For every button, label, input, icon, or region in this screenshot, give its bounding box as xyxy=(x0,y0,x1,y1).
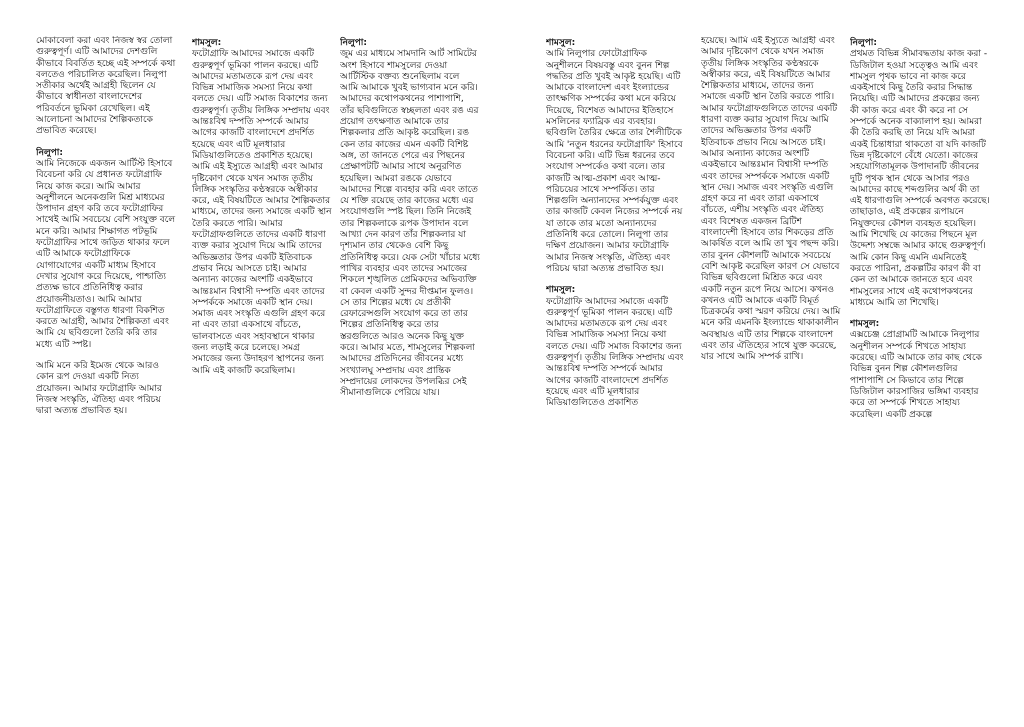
text-column-1 xyxy=(36,36,176,704)
paragraph: হয়েছে। আমি এই ইস্যুতে আগ্রহী এবং আমার দৃষ্টিকোণ থেকে যখন সমাজ তৃতীয় লিঙ্গিক সংস্কৃতির কণ্ঠস্বরকে অস্বীকার করে, এই বিষয়টিতে আমার শৈল্পিকতার মাধ্যমে, তাদের জন্য সমাজে একটি স্থান তৈরি করতে পারি। আমার ফটোগ্রাফগুলিতে তাদের একটি ধারণা ব্যক্ত করার সুযোগ দিয়ে আমি তাদের অভিজ্ঞতার উপর একটি ইতিবাচক প্রভাব নিয়ে আসতে চাই। আমার অন্যান্য কাজের অংশটি একইভাবে আন্তঃমান বিশ্বাসী দম্পতি এবং তাদের সম্পর্ককে সমাজে একটি স্থান দেয়। সমাজ এবং সংস্কৃতি এগুলি গ্রহণ করে না এবং তারা একসাথে বাঁচতে, এশীয় সংস্কৃতি এবং ঐতিহ্য এবং বিশেষত একজন ব্রিটিশ বাংলাদেশী হিসাবে তার শিকড়ের প্রতি আকর্ষিত বলে আমি তা খুব পছন্দ করি। তার বুনন কৌশলটি আমাকে সবচেয়ে বেশি আকৃষ্ট করেছিল কারণ সে যেভাবে বিভিন্ন ছবিগুলো মিশ্রিত করে এবং একটি নতুন রূপে নিয়ে আসে। কখনও কখনও এটি আমাকে একটি বিমূর্ত চিত্রকর্মের কথা স্মরণ করিয়ে দেয়। আমি মনে করি এমনকি ইংল্যান্ডে থাকাকালীন অবস্থায়ও এটি তার শিল্পকে বাংলাদেশ এবং তার ঐতিহ্যের সাথে যুক্ত করেছে, যার সাথে আমি সম্পর্ক রাখি। xyxy=(701,36,841,363)
speaker-label: নিলুপা: xyxy=(36,147,63,158)
text-column-2 xyxy=(192,36,332,704)
speaker-label: শামসুল: xyxy=(546,38,576,48)
text-column-4 xyxy=(546,36,686,704)
paragraph: আমি মনে করি ইমেজ থেকে আরও কোন রূপ দেওয়া একটি নিত্য প্রয়োজন। আমার ফটোগ্রাফি আমার নিজস্ব সংস্কৃতি, ঐতিহ্য এবং পরিচয় দ্বারা অত্যন্ত প্রভাবিত হয়। xyxy=(36,361,162,417)
paragraph: মোকাবেলা করা এবং নিজস্ব স্বর তোলা গুরুত্বপূর্ণ। এটি আমাদের দেশগুলি কীভাবে বিবর্তিত হচ্ছে এই সম্পর্কে কথা বলতেও পরিচালিত করেছিল। নিলুপা সতীকার অর্থেই আগ্রহী ছিলেন যে কীভাবে স্বাধীনতা বাংলাদেশের পরিবর্তনে ভূমিকা রেখেছিল। এই আলোচনা আমাদের শৈল্পিকতাকে প্রভাবিত করেছে। xyxy=(36,36,176,137)
speaker-label: শামসুল: xyxy=(850,319,880,330)
paragraph: ফটোগ্রাফি আমাদের সমাজে একটি গুরুত্বপূর্ণ ভূমিকা পালন করছে। এটি আমাদের মতামতকে রূপ দেয় এবং বিভিন্ন সামাজিক সমস্যা নিয়ে কথা বলতে দেয়। এটি সমাজ বিকাশের জন্য গুরুত্বপূর্ণ। তৃতীয় লিঙ্গিক সম্প্রদায় এবং আন্তঃবিশ্ব দম্পতি সম্পর্কে আমার আগের কাজটি বাংলাদেশে প্রদর্শিত হয়েছে এবং এটি মূলধারার মিডিয়াগুলিতেও প্রকাশিত xyxy=(546,296,684,409)
paragraph: আমি নিজেকে একজন আর্টিস্ট হিসাবে বিবেচনা করি যে প্রধানত ফটোগ্রাফি নিয়ে কাজ করে। আমি আমার অনুশীলনে অনেকগুলি মিশ্র মাধ্যমের উপাদান গ্রহণ করি তবে ফটোগ্রাফির সাথেই আমি সবচেয়ে বেশি সংযুক্ত বলে মনে করি। আমার শিক্ষাগত পটভূমি ফটোগ্রাফির সাথে জড়িত থাকার ফলে এটি আমাকে ফটোগ্রাফিকে যোগাযোগের একটি মাধ্যম হিসাবে দেখার সুযোগ করে দিয়েছে, পাশ্চাত্যি প্রত্যক্ষ ভাবে প্রতিনিধিত্ব করার প্রয়োজনীয়তাও। আমি আমার ফটোগ্রাফিতে বস্তুগত ধারণা বিকশিত করতে আগ্রহী, আমার শৈল্পিকতা এবং আমি যে ছবিগুলো তৈরি করি তার মধ্যে এটি স্পষ্ট। xyxy=(36,158,176,350)
speaker-label: শামসুল: xyxy=(546,285,576,296)
paragraph: জুম এর মাধ্যমে সামদানি আর্ট সামিটের অংশ হিসাবে শামসুলের দেওয়া আর্টিস্টিক বক্তব্য শুনেছিলাম বলে আমি আমাকে খুবই ভাগ্যবান মনে করি। আমাদের কথোপকথনের পাশাপাশি, তাঁর ছবিগুলিতে স্বচ্ছলতা এবং রঙ এর প্রয়োগ তৎক্ষণাত আমাকে তার শিল্পকলার প্রতি আকৃষ্ট করেছিল। রঙ কেন তার কাজের এমন একটি বিশিষ্ট অঙ্গ, তা জানতে পেরে এর পিছনের প্রেক্ষাপটটি আমার সাথে অনুরণিত হয়েছিল। আমরা রঙকে যেভাবে আমাদের শিল্পে ব্যবহার করি এবং তাতে যে শক্তি রয়েছে তার কাজের মধ্যে এর সংযোগগুলি স্পষ্ট ছিল। তিনি নিজেই তার শিল্পকলাকে রূপক উপাদান বলে আখ্যা দেন কারণ তাঁর শিল্পকলার যা দৃশ্যমান তার থেকেও বেশি কিছু প্রতিনিধিত্ব করে। যেক সেটা খাঁচার মধ্যে পাখির ব্যবহার এবং তাদের সমাজের শিকলে শৃঙ্খলিত প্রেমিকদের অভিব্যক্তি বা কেবল একটি সুন্দর দীপ্তমান ফুলও। সে তার শিল্পের মধ্যে যে প্রতীকী রেফারেন্সগুলি সংযোগ করে তা তার শিল্পের প্রতিনিধিত্ব করে তার স্তরগুলিতে আরও অনেক কিছু যুক্ত করে। আমার মতে, শামসুলের শিল্পকলা আমাদের প্রতিদিনের জীবনের মধ্যে সংখ্যালঘু সম্প্রদায় এবং প্রান্তিক সম্প্রদায়ের লোকদের উপলব্ধির সেই সীমানাগুলিকে পেরিয়ে যায়। xyxy=(340,49,480,399)
text-column-6 xyxy=(850,36,990,704)
speaker-label: শামসুল: xyxy=(192,38,222,48)
speaker-label: নিলুপা: xyxy=(850,38,877,48)
paragraph: ফটোগ্রাফি আমাদের সমাজে একটি গুরুত্বপূর্ণ ভূমিকা পালন করছে। এটি আমাদের মতামতকে রূপ দেয় এবং বিভিন্ন সামাজিক সমস্যা নিয়ে কথা বলতে দেয়। এটি সমাজ বিকাশের জন্য গুরুত্বপূর্ণ। তৃতীয় লিঙ্গিক সম্প্রদায় এবং আন্তঃবিশ্ব দম্পতি সম্পর্কে আমার আগের কাজটি বাংলাদেশে প্রদর্শিত হয়েছে এবং এটি মূলধারার মিডিয়াগুলিতেও প্রকাশিত হয়েছে। আমি এই ইস্যুতে আগ্রহী এবং আমার দৃষ্টিকোণ থেকে যখন সমাজ তৃতীয় লিঙ্গিক সংস্কৃতির কণ্ঠস্বরকে অস্বীকার করে, এই বিষয়টিতে আমার শৈল্পিকতার মাধ্যমে, তাদের জন্য সমাজে একটি স্থান তৈরি করতে পারি। আমার ফটোগ্রাফগুলিতে তাদের একটি ধারণা ব্যক্ত করার সুযোগ দিয়ে আমি তাদের অভিজ্ঞতার উপর একটি ইতিবাচক প্রভাব নিয়ে আসতে চাই। আমার অন্যান্য কাজের অংশটি একইভাবে আন্তঃমান বিশ্বাসী দম্পতি এবং তাদের সম্পর্ককে সমাজে একটি স্থান দেয়। সমাজ এবং সংস্কৃতি এগুলি গ্রহণ করে না এবং তারা একসাথে বাঁচতে, ভালবাসতে এবং সহাবস্থানে থাকার জন্য লড়াই করে চলেছে। সমগ্র সমাজের জন্য উদাহরণ স্থাপনের জন্য আমি এই কাজটি করেছিলাম। xyxy=(192,49,332,376)
speaker-label: নিলুপা: xyxy=(340,38,367,48)
paragraph: প্রথমত বিভিন্ন সীমাবদ্ধতায় কাজ করা - ডিজিটাল হওয়া সত্ত্বেও আমি এবং শামসুল পৃথক ভাবে না কাজ করে একইসাথে কিছু তৈরি করার সিদ্ধান্ত নিয়েছি। এটি আমাদের প্রকল্পের জন্য কী কাজ করে এবং কী করে না সে সম্পর্কে অনেক বাক্যালাপ হয়। আমরা কী তৈরি করছি তা নিয়ে যদি আমরা একই চিন্তাধারা থাকতো বা যদি কাজটি ভিন্ন দৃষ্টিকোণে বেঁধে যেতো। কাজের সহযোগিতামূলক উপাদানটি জীবনের দুটি পৃথক স্থান থেকে আসার পরও আমাদের কাছে শব্দগুলির অর্থ কী তা এই ধারণাগুলি সম্পর্কে অবগত করেছে। তাছাড়াও, এই প্রকল্পের রূপায়নে নিযুক্তদের কৌশল ব্যবহৃত হয়েছিল। আমি শিখেছি যে কাজের পিছনে মূল উদ্দেশ্য সম্বন্ধে আমার কাছে গুরুত্বপূর্ণ। আমি কোন কিছু এমনি এমনিতেই করতে পারিনা, প্রকল্পটির কারণ কী বা কেন তা আমাকে জানতে হবে এবং শামসুলের সাথে এই কথোপকথনের মাধ্যমে আমি তা শিখেছি। xyxy=(850,49,990,308)
text-column-5 xyxy=(701,36,841,704)
text-column-3 xyxy=(340,36,480,704)
paragraph: আমি নিলুপার ফোটোগ্রাফিক অনুশীলনে বিষয়বস্তু এবং বুনন শিল্প পদ্ধতির প্রতি খুবই আকৃষ্ট হয়েছি। এটি আমাকে বাংলাদেশ এবং ইংল্যান্ডের তাৎক্ষণিক সম্পর্কের কথা মনে করিয়ে দিয়েছে, বিশেষত আমাদের ইতিহাসে মসলিনের ফ্যাব্রিক এর ব্যবহার। ছবিগুলি তৈরির ক্ষেত্রে তার শৈলীটিকে আমি 'নতুন ধরনের ফটোগ্রাফি' হিসাবে বিবেচনা করি। এটি ভিন্ন ধরনের তবে সংযোগ সম্পর্কেও কথা বলে। তার কাজটি আত্ম-প্রকাশ এবং আত্ম-পরিচয়ের সাথে সম্পর্কিত। তার শিল্পগুলি অন্যান্যদের সম্পর্কযুক্ত এবং তার কাজটি কেবল নিজের সম্পর্কে নয় যা তাকে তার মতো অন্যান্যদের প্রতিনিধি করে তোলে। নিলুপা তার দক্ষিণ প্রয়োজন। আমার ফটোগ্রাফি আমার নিজস্ব সংস্কৃতি, ঐতিহ্য এবং পরিচয় দ্বারা অত্যন্ত প্রভাবিত হয়। xyxy=(546,49,683,274)
paragraph: এক্সচেঞ্জ প্রোগ্রামটি আমাকে নিলুপার অনুশীলন সম্পর্কে শিখতে সাহায্য করেছে। এটি আমাকে তার কাছ থেকে বিভিন্ন বুনন শিল্প কৌশলগুলির পাশাপাশি সে কিভাবে তার শিল্পে ডিজিটাল কারসাজির ভঙ্গিমা ব্যবহার করে তা সম্পর্কে শিখতে সাহায্য করেছিল। একটি প্রকল্পে xyxy=(850,330,982,420)
